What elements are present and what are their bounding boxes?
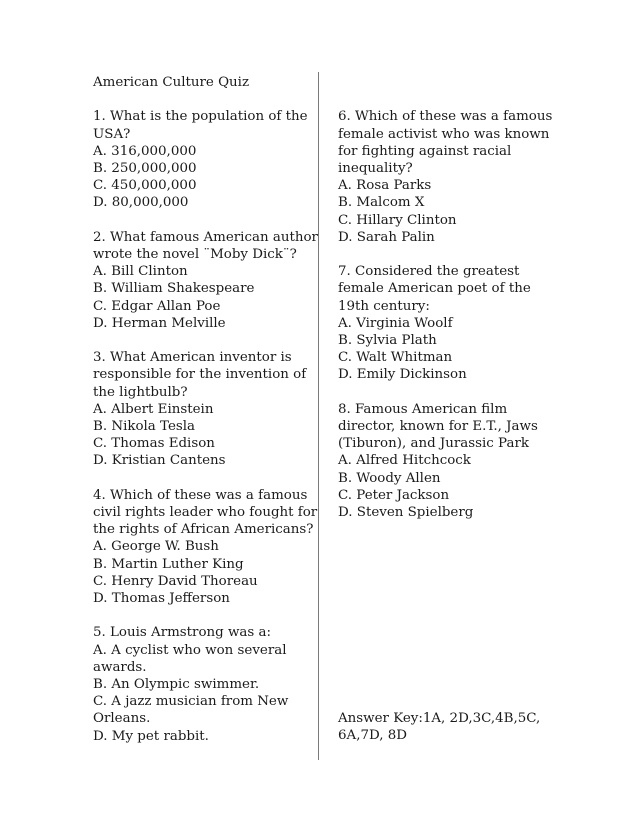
question-text: for fighting against racial xyxy=(338,143,512,159)
answer-option: B. An Olympic swimmer. xyxy=(93,677,260,693)
answer-option: C. A jazz musician from New xyxy=(93,694,289,710)
answer-option: A. 316,000,000 xyxy=(93,143,197,159)
column-divider xyxy=(318,72,319,760)
question-text: 5. Louis Armstrong was a: xyxy=(93,625,272,641)
spacer xyxy=(93,607,308,624)
answer-option: B. William Shakespeare xyxy=(93,281,255,297)
question-text: the rights of African Americans? xyxy=(93,522,314,538)
spacer xyxy=(93,470,308,487)
spacer xyxy=(338,384,548,401)
answer-option: D. Thomas Jefferson xyxy=(93,591,230,607)
question-5 xyxy=(93,624,308,744)
answer-option: C. Hillary Clinton xyxy=(338,212,457,228)
quiz-title: American Culture Quiz xyxy=(93,75,250,90)
answer-option: D. Sarah Palin xyxy=(338,229,435,245)
answer-option: awards. xyxy=(93,659,147,675)
question-text: 4. Which of these was a famous xyxy=(93,487,308,503)
question-text: inequality? xyxy=(338,160,413,176)
question-text: female American poet of the xyxy=(338,281,531,297)
question-text: 1. What is the population of the xyxy=(93,109,308,125)
answer-option: B. Nikola Tesla xyxy=(93,419,196,435)
question-7 xyxy=(338,263,548,383)
answer-option: D. My pet rabbit. xyxy=(93,728,209,744)
answer-option: D. Kristian Cantens xyxy=(93,453,226,469)
question-text: responsible for the invention of xyxy=(93,367,307,383)
answer-option: C. Walt Whitman xyxy=(338,350,453,366)
answer-option: D. Steven Spielberg xyxy=(338,505,474,521)
question-text: 2. What famous American author xyxy=(93,229,318,245)
question-8 xyxy=(338,401,548,521)
answer-option: C. Edgar Allan Poe xyxy=(93,298,221,314)
question-text: director, known for E.T., Jaws xyxy=(338,419,538,434)
answer-key-text: 6A,7D, 8D xyxy=(338,728,407,744)
right-column xyxy=(338,74,553,521)
answer-key-text: Answer Key:1A, 2D,3C,4B,5C, xyxy=(338,711,541,726)
answer-option: A. Alfred Hitchcock xyxy=(338,453,471,469)
answer-option: Orleans. xyxy=(93,711,151,727)
answer-option: D. Emily Dickinson xyxy=(338,367,467,383)
answer-option: A. Bill Clinton xyxy=(93,264,188,280)
question-text: 7. Considered the greatest xyxy=(338,264,520,280)
question-text: 6. Which of these was a famous xyxy=(338,109,553,125)
answer-option: C. Henry David Thoreau xyxy=(93,573,258,589)
question-2 xyxy=(93,229,318,332)
answer-option: C. Thomas Edison xyxy=(93,436,215,452)
answer-option: B. Woody Allen xyxy=(338,470,441,486)
question-text: wrote the novel ¨Moby Dick¨? xyxy=(93,247,297,262)
question-3 xyxy=(93,349,308,469)
answer-option: C. Peter Jackson xyxy=(338,487,450,503)
spacer xyxy=(338,91,548,108)
question-1 xyxy=(93,108,308,211)
answer-option: D. Herman Melville xyxy=(93,315,226,331)
answer-key xyxy=(338,710,548,744)
answer-option: A. Albert Einstein xyxy=(93,401,214,417)
spacer xyxy=(93,212,308,229)
question-text: the lightbulb? xyxy=(93,384,188,400)
question-text: 19th century: xyxy=(338,298,430,314)
answer-option: A. Virginia Woolf xyxy=(338,315,453,331)
answer-option: C. 450,000,000 xyxy=(93,178,197,194)
spacer xyxy=(338,74,548,91)
answer-option: B. 250,000,000 xyxy=(93,161,197,176)
question-text: 3. What American inventor is xyxy=(93,350,292,366)
spacer xyxy=(338,246,548,263)
spacer xyxy=(93,332,308,349)
answer-option: A. Rosa Parks xyxy=(338,178,432,194)
left-column xyxy=(93,74,318,745)
answer-option: B. Sylvia Plath xyxy=(338,333,437,348)
question-text: civil rights leader who fought for xyxy=(93,505,318,521)
question-text: (Tiburon), and Jurassic Park xyxy=(338,436,529,452)
question-text: USA? xyxy=(93,126,131,142)
answer-option: B. Malcom X xyxy=(338,195,425,211)
answer-option: A. George W. Bush xyxy=(93,539,219,555)
answer-option: B. Martin Luther King xyxy=(93,556,244,572)
answer-option: A. A cyclist who won several xyxy=(93,642,287,658)
question-text: female activist who was known xyxy=(338,126,550,142)
question-4 xyxy=(93,487,318,607)
question-6 xyxy=(338,108,553,246)
question-text: 8. Famous American film xyxy=(338,401,508,417)
spacer xyxy=(93,91,308,108)
answer-option: D. 80,000,000 xyxy=(93,195,189,211)
